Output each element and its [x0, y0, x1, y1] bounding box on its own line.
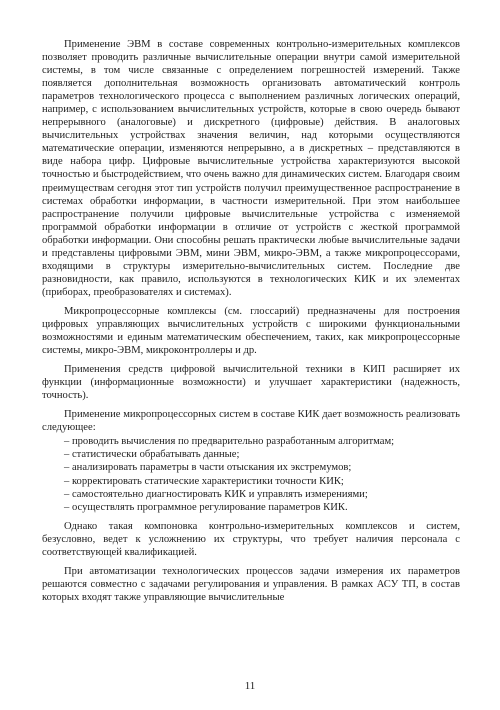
list-item: – осуществлять программное регулирование параметров КИК.: [64, 501, 348, 513]
capabilities-list: [42, 435, 460, 513]
paragraph-list-intro: Применение микропроцессорных систем в составе КИК дает возможность реализовать следующее:: [42, 409, 460, 434]
paragraph-kip-functions: Применения средств цифровой вычислительной техники в КИП расширяет их функции (информационные возможности) и улучшает характеристики (надежность, точность).: [42, 364, 460, 402]
list-item: – проводить вычисления по предварительно разработанным алгоритмам;: [64, 436, 395, 448]
page-number: 11: [244, 680, 256, 692]
body-text: [42, 38, 460, 604]
paragraph-computers-in-kik: Применение ЭВМ в составе современных контрольно-измерительных комплексов позволяет проводить различные вычислительные операции внутри самой измерительной системы, в том числе связанные с определением погрешностей измерений. Также появляется дополнительная возможность организовать автоматический контроль параметров технологического процесса с выполнением различных логических операций, например, с использованием вычислительных устройств, которые в свою очередь бывают непрерывного (аналоговые) и дискретного (цифровые) действия. В аналоговых вычислительных устройствах значения величин, над которыми осуществляются математические операции, изменяются непрерывно, а в дискретных – представляются в виде набора цифр. Цифровые вычислительные устройства характеризуются высокой точностью и быстродействием, что очень важно для динамических систем. Благодаря своим преимуществам сегодня этот тип устройств получил преимущественное распространение в системах обработки информации, в частности измерительной. При этом наибольшее распространение получили цифровые вычислительные устройства с изменяемой программой обработки информации в отличие от устройств с жесткой программой обработки информации. Они способны решать практически любые вычислительные задачи и представлены цифровыми ЭВМ, мини ЭВМ, микро-ЭВМ, а также микропроцессорами, входящими в структуры измерительно-вычислительных систем. Последние две разновидности, как правило, используются в технологических КИК и их элементах (приборах, преобразователях и системах).: [42, 39, 460, 298]
list-item: – корректировать статические характеристики точности КИК;: [64, 475, 344, 487]
list-item: – анализировать параметры в части отыскания их экстремумов;: [64, 462, 352, 474]
list-item: – статистически обрабатывать данные;: [64, 449, 240, 461]
paragraph-microprocessor-complexes: Микропроцессорные комплексы (см. глоссарий) предназначены для построения цифровых управляющих вычислительных устройств с широкими функциональными возможностями и единым математическим обеспечением, таких, как микропроцессорные системы, микро-ЭВМ, микроконтроллеры и др.: [42, 305, 460, 357]
paragraph-complexity: Однако такая компоновка контрольно-измерительных комплексов и систем, безусловно, ведет к усложнению их структуры, что требует наличия персонала с соответствующей квалификацией.: [42, 520, 460, 558]
list-item: – самостоятельно диагностировать КИК и управлять измерениями;: [64, 488, 368, 500]
paragraph-asu-tp: При автоматизации технологических процессов задачи измерения их параметров решаются совместно с задачами регулирования и управления. В рамках АСУ ТП, в состав которых входят также управляющие вычислительные: [42, 565, 460, 603]
